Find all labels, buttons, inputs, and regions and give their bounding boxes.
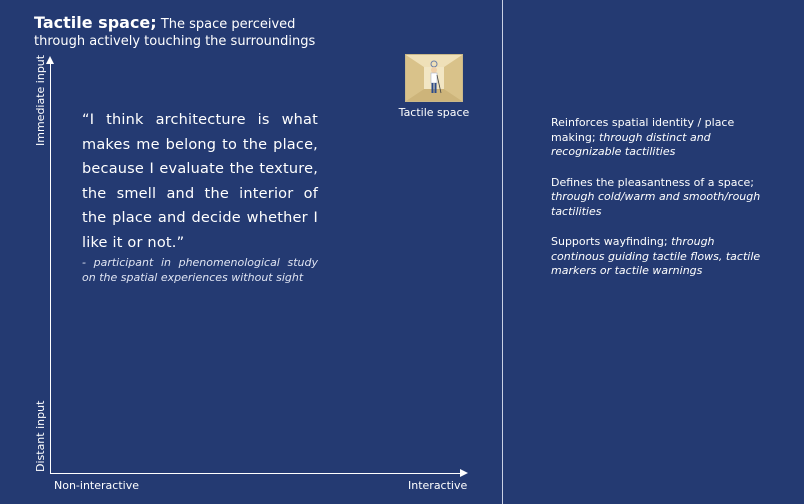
bullet-emphasis: through continous guiding tactile flows, tactile markers or tactile warnings xyxy=(551,235,761,277)
title-subtitle: The space perceived through actively touching the surroundings xyxy=(34,17,316,49)
x-axis-arrow-icon xyxy=(460,469,468,477)
bullet-lead: Reinforces spatial identity / place making; xyxy=(551,116,735,144)
x-axis-left-label: Non-interactive xyxy=(54,479,139,492)
y-axis-arrow-icon xyxy=(46,56,54,64)
title-heading: Tactile space; xyxy=(34,13,157,32)
vertical-divider xyxy=(502,0,503,504)
x-axis-line xyxy=(50,473,462,474)
bullet-lead: Defines the pleasantness of a space; xyxy=(551,175,754,189)
y-axis-top-label-wrap xyxy=(33,54,47,146)
y-axis-bottom-label: Distant input xyxy=(34,400,47,472)
y-axis-bottom-label-wrap xyxy=(33,400,47,472)
thumbnail-caption: Tactile space xyxy=(398,106,470,119)
y-axis-top-label: Immediate input xyxy=(34,54,47,146)
quote-text: “I think architecture is what makes me belong to the place, because I evaluate the texture, the smell and the interior of the place and decide whether I like it or not.” xyxy=(82,112,318,251)
list-item xyxy=(551,176,771,220)
bullet-emphasis: through distinct and recognizable tactilities xyxy=(551,130,711,158)
quote-block xyxy=(82,108,318,285)
page-title xyxy=(34,14,334,50)
bullet-lead: Supports wayfinding; xyxy=(551,235,668,248)
quote-attribution: - participant in phenomenological study on the spatial experiences without sight xyxy=(82,256,318,284)
x-axis-right-label: Interactive xyxy=(408,479,468,492)
list-item xyxy=(551,116,771,160)
person-in-corridor-illustration-icon xyxy=(405,54,463,102)
y-axis-line xyxy=(50,60,51,474)
list-item xyxy=(551,235,771,279)
benefits-list xyxy=(551,116,771,295)
bullet-emphasis: through cold/warm and smooth/rough tactilities xyxy=(551,190,761,218)
